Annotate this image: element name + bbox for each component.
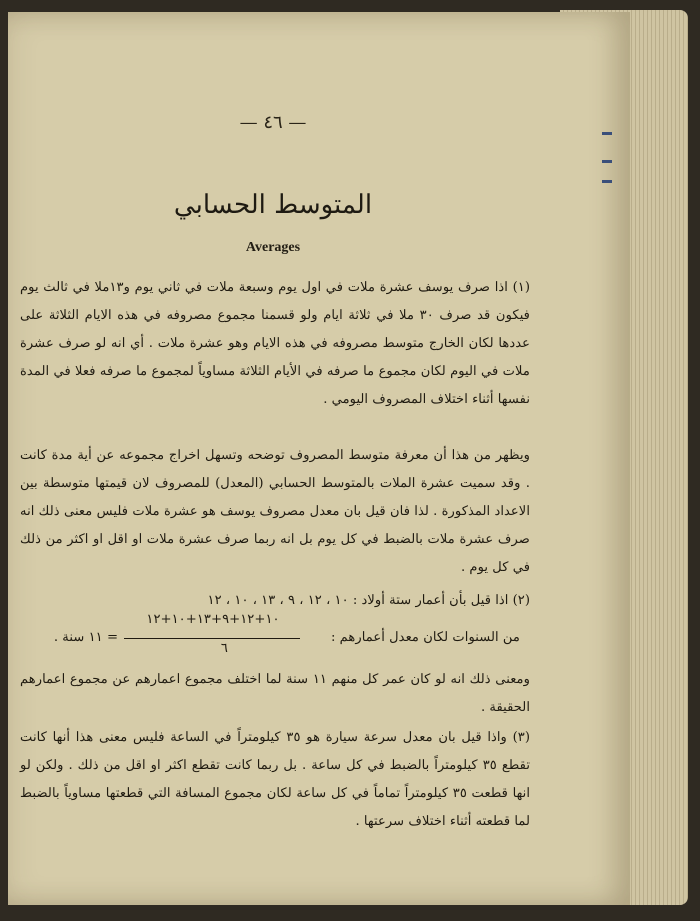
- paragraph-example-1: (١) اذا صرف يوسف عشرة ملات في اول يوم وسبعة ملات في ثاني يوم و١٣ملا في ثالث يوم فيكون قد صرف ٣٠ ملا في ثلاثة ايام ولو قسمنا مجموع مصروفه في هذه الايام الثلاثة على عددها لكان الخارج متوسط مصروفه في هذه الايام وهو عشرة ملات . أي انه لو صرف عشرة ملات في اليوم لكان مجموع ما صرفه في الأيام الثلاثة مساوياً لمجموع ما صرفه فعلا في المدة نفسها أثناء اختلاف المصروف اليومي .: [20, 280, 530, 407]
- formula-result: = ١١ سنة .: [53, 630, 118, 645]
- index-tab-mark: [602, 180, 612, 183]
- paragraph-example-3: (٣) واذا قيل بان معدل سرعة سيارة هو ٣٥ كيلومتراً في الساعة فليس معنى هذا أنها كانت تقطع ٣٥ كيلومتراً بالضبط في كل ساعة . بل ربما كانت تقطع اكثر او اقل من ذلك . ولكن لو انها قطعت ٣٥ كيلومتراً تماماً في كل ساعة لكان مجموع المسافة التي قطعتها مساوياً بالضبط لما قطعته أثناء اختلاف سرعتها .: [20, 730, 531, 829]
- index-tab-mark: [602, 160, 612, 163]
- page-subtitle: Averages: [245, 240, 301, 255]
- paragraph-explanation: ويظهر من هذا أن معرفة متوسط المصروف توضحه وتسهل اخراج مجموعه عن أية مدة كانت . وقد سميت عشرة الملات بالمتوسط الحسابي (المعدل) للمصروف لان قيمتها متوسطة بين الاعداد المذكورة . لذا فان قيل بان معدل مصروف يوسف هو عشرة ملات فليس معنى ذلك انه صرف عشرة ملات بالضبط في كل يوم بل انه ربما صرف عشرة ملات او اقل او اكثر من ذلك في كل يوم .: [20, 448, 530, 575]
- book-page: [8, 12, 630, 905]
- page-title: المتوسط الحسابي: [173, 190, 373, 220]
- paragraph-example-2-heading: (٢) اذا قيل بأن أعمار ستة أولاد : ١٠ ، ١٢ ، ٩ ، ١٣ ، ١٠ ، ١٢: [207, 593, 530, 608]
- average-formula: [8, 610, 528, 668]
- index-tab-mark: [602, 132, 612, 135]
- fraction-bar: [124, 638, 300, 639]
- formula-numerator: ١٠+١٢+٩+١٣+١٠+١٢: [146, 612, 280, 627]
- page-number: — ٤٦ —: [239, 112, 307, 133]
- paragraph-example-2-meaning: ومعنى ذلك انه لو كان عمر كل منهم ١١ سنة لما اختلف مجموع اعمارهم عن مجموع اعمارهم الحقيقة .: [20, 672, 530, 715]
- formula-label: من السنوات لكان معدل أعمارهم :: [330, 630, 520, 645]
- formula-denominator: ٦: [220, 641, 228, 656]
